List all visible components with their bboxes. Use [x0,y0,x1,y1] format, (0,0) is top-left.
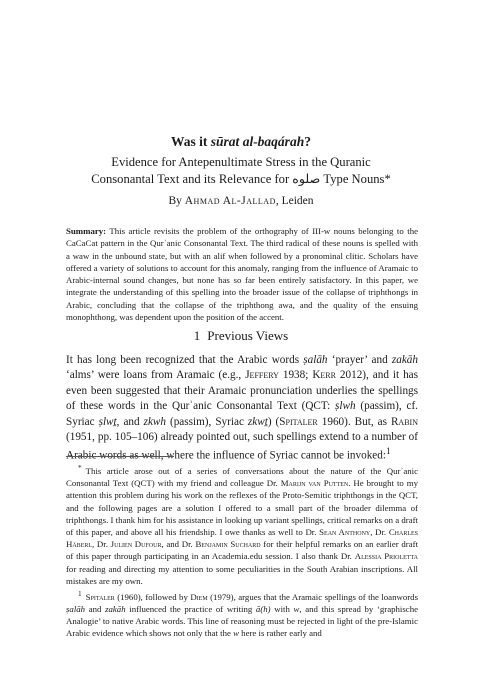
section-title: Previous Views [207,328,289,343]
abstract-text: This article revisits the problem of the orthography of III-w nouns belonging to the CaCaCat pattern in the Qurʾanic Consonantal Text. The third radical of these nouns is spelled with a waw in the unbound state, but with an alif when followed by a pronominal clitic. Scholars have offered a variety of solutions to account for this anomaly, ranging from the influence of Aramaic to Arabic-internal sound changes, but none has so far been entirely satisfactory. In this paper, we integrate the understanding of this spelling into the broader issue of the collapse of triphthongs in Arabic, concluding that the collapse of the triphthong awa, and the quality of the ensuing monophthong, was dependent upon the position of the accent. [66,226,418,322]
footnotes [66,462,418,641]
footnote-star: * This article arose out of a series of conversations about the nature of the Qurʾanic Consonantal Text (QCT) with my friend and colleague Dr. Marijn van Putten. He brought to my attention this problem during his work on the reflexes of the Proto-Semitic triphthongs in the QCT, and the following pages are a solution I offered to a small part of the broader dilemma of triphthongs. I thank him for his assistance in looking up variant spellings, critical remarks on a draft of this paper, and above all his friendship. I owe thanks as well to Dr. Sean Anthony, Dr. Charles Häberl, Dr. Julien Dufour, and Dr. Benjamin Suchard for their helpful remarks on an earlier draft of this paper through participating in an Academia.edu session. I also thank Dr. Alessia Prioletta for reading and directing my attention to some peculiarities in the South Arabian inscriptions. All mistakes are my own. [66,463,419,586]
article-subtitle [0,154,482,188]
section-heading [0,328,482,344]
article-title: Was it sūrat al-baqárah? [171,134,311,149]
abstract-label: Summary: [66,226,107,236]
subtitle-line-2: Consonantal Text and its Relevance for صلوه Type Nouns* [91,172,391,186]
author-line: By Ahmad Al-Jallad, Leiden [168,195,314,207]
footnote-rule [66,456,174,457]
body-paragraph: It has long been recognized that the Arabic words ṣalāh ‘prayer’ and zakāh ‘alms’ were loans from Aramaic (e.g., Jeffery 1938; Kerr 2012), and it has even been suggested that their Aramaic pronunciation underlies the spellings of these words in the Qurʾanic Consonantal Text (QCT: ṣlwh (passim), cf. Syriac ṣlwṯ, and zkwh (passim), Syriac zkwṯ) (Spitaler 1960). But, as Rabin (1951, pp. 105–106) already pointed out, such spellings extend to a number of Arabic words as well, where the influence of Syriac cannot be invoked:$^1$ [66,354,419,463]
subtitle-line-1: Evidence for Antepenultimate Stress in the Quranic [111,155,371,169]
footnote-ref[interactable]: 1 [385,447,391,458]
abstract [66,225,418,323]
arabic-word: صلوه [292,172,321,186]
author-name: Ahmad Al-Jallad [184,195,276,207]
section-number: 1 [193,328,201,343]
footnote-1: $^1$ Spitaler (1960), followed by Diem (1979), argues that the Aramaic spellings of the loanwords ṣalāh and zakāh influenced the practice of writing ā(h) with w, and this spread by ‘graphische Analogie’ to native Arabic words. This line of reasoning must be rejected in light of the pre-Islamic Arabic evidence which shows not only that the w here is rather early and [66,588,419,639]
